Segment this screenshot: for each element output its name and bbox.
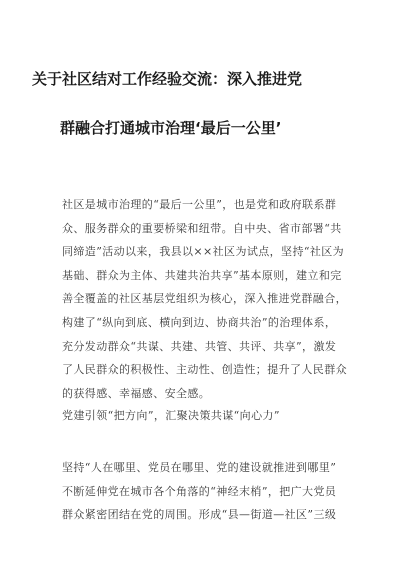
paragraph-line: 众、服务群众的重要桥梁和纽带。自中央、省市部署“共: [62, 221, 342, 235]
intro-paragraph: [62, 193, 352, 405]
paragraph-line: 了人民群众的积极性、主动性、创造性；提升了人民群众: [62, 363, 347, 377]
paragraph-line: 充分发动群众“共谋、共建、共管、共评、共享”，激发: [62, 339, 337, 353]
paragraph-line: 坚持“人在哪里、党员在哪里、党的建设就推进到哪里”: [62, 461, 337, 474]
paragraph-line: 基础、群众为主体、共建共治共享”基本原则，建立和完: [62, 268, 342, 282]
paragraph-line: 善全覆盖的社区基层党组织为核心，深入推进党群融合，: [62, 292, 347, 306]
paragraph-line: 同缔造”活动以来，我县以××社区为试点，坚持“社区为: [62, 245, 345, 259]
section-heading: 党建引领“把方向”，汇聚决策共谋“向心力”: [62, 409, 280, 422]
paragraph-line: 社区是城市治理的“最后一公里”，也是党和政府联系群: [62, 198, 337, 211]
paragraph-line: 的获得感、幸福感、安全感。: [62, 386, 211, 400]
document-title-line-1: 关于社区结对工作经验交流：深入推进党: [32, 70, 303, 88]
paragraph-line: 群众紧密团结在党的周围。形成“县—街道—社区”三级: [62, 508, 337, 522]
section-paragraph: [62, 456, 352, 527]
document-title-line-2: 群融合打通城市治理‘最后一公里’: [60, 119, 282, 137]
paragraph-line: 构建了“纵向到底、横向到边、协商共治”的治理体系，: [62, 315, 337, 329]
paragraph-line: 不断延伸党在城市各个角落的“神经末梢”，把广大党员: [62, 484, 337, 498]
